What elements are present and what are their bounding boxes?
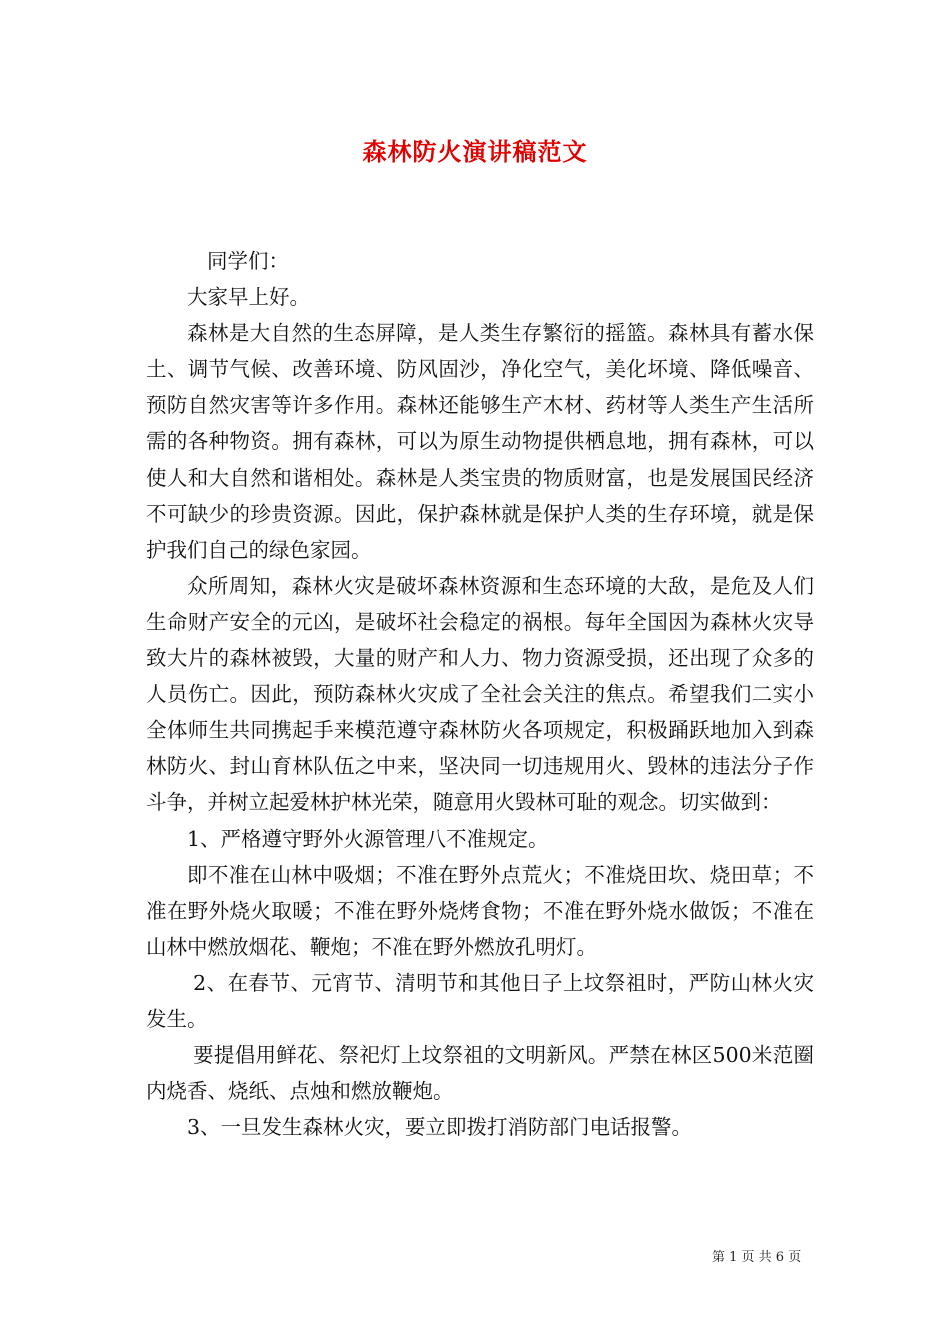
paragraph: 大家早上好。	[187, 285, 310, 310]
document-body	[146, 243, 814, 1145]
paragraph: 3、一旦发生森林火灾，要立即拨打消防部门电话报警。	[187, 1115, 693, 1140]
paragraph: 森林是大自然的生态屏障，是人类生存繁衍的摇篮。森林具有蓄水保土、调节气候、改善环境、防风固沙，净化空气，美化坏境、降低噪音、预防自然灾害等许多作用。森林还能够生产木材、药材等人类生产生活所需的各种物资。拥有森林，可以为原生动物提供栖息地，拥有森林，可以使人和大自然和谐相处。森林是人类宝贵的物质财富，也是发展国民经济不可缺少的珍贵资源。因此，保护森林就是保护人类的生存环境，就是保护我们自己的绿色家园。	[146, 321, 814, 562]
paragraph: 要提倡用鲜花、祭祀灯上坟祭祖的文明新风。严禁在林区500米范圈内烧香、烧纸、点烛和燃放鞭炮。	[146, 1043, 814, 1104]
paragraph: 即不准在山林中吸烟；不准在野外点荒火；不准烧田坎、烧田草；不准在野外烧火取暖；不准在野外烧烤食物；不准在野外烧水做饭；不准在山林中燃放烟花、鞭炮；不准在野外燃放孔明灯。	[146, 862, 814, 959]
paragraph: 众所周知，森林火灾是破坏森林资源和生态环境的大敌，是危及人们生命财产安全的元凶，是破坏社会稳定的祸根。每年全国因为森林火灾导致大片的森林被毁，大量的财产和人力、物力资源受损，还出现了众多的人员伤亡。因此，预防森林火灾成了全社会关注的焦点。希望我们二实小全体师生共同携起手来模范遵守森林防火各项规定，积极踊跃地加入到森林防火、封山育林队伍之中来，坚决同一切违规用火、毁林的违法分子作斗争，并树立起爱林护林光荣，随意用火毁林可耻的观念。切实做到：	[146, 573, 814, 815]
paragraph: 2、在春节、元宵节、清明节和其他日子上坟祭祖时，严防山林火灾发生。	[146, 970, 814, 1031]
document-title: 森林防火演讲稿范文	[362, 137, 588, 166]
paragraph: 1、严格遵守野外火源管理八不准规定。	[187, 826, 549, 851]
greeting: 同学们：	[207, 249, 289, 273]
page-footer: 第 1 页 共 6 页	[712, 1250, 802, 1265]
